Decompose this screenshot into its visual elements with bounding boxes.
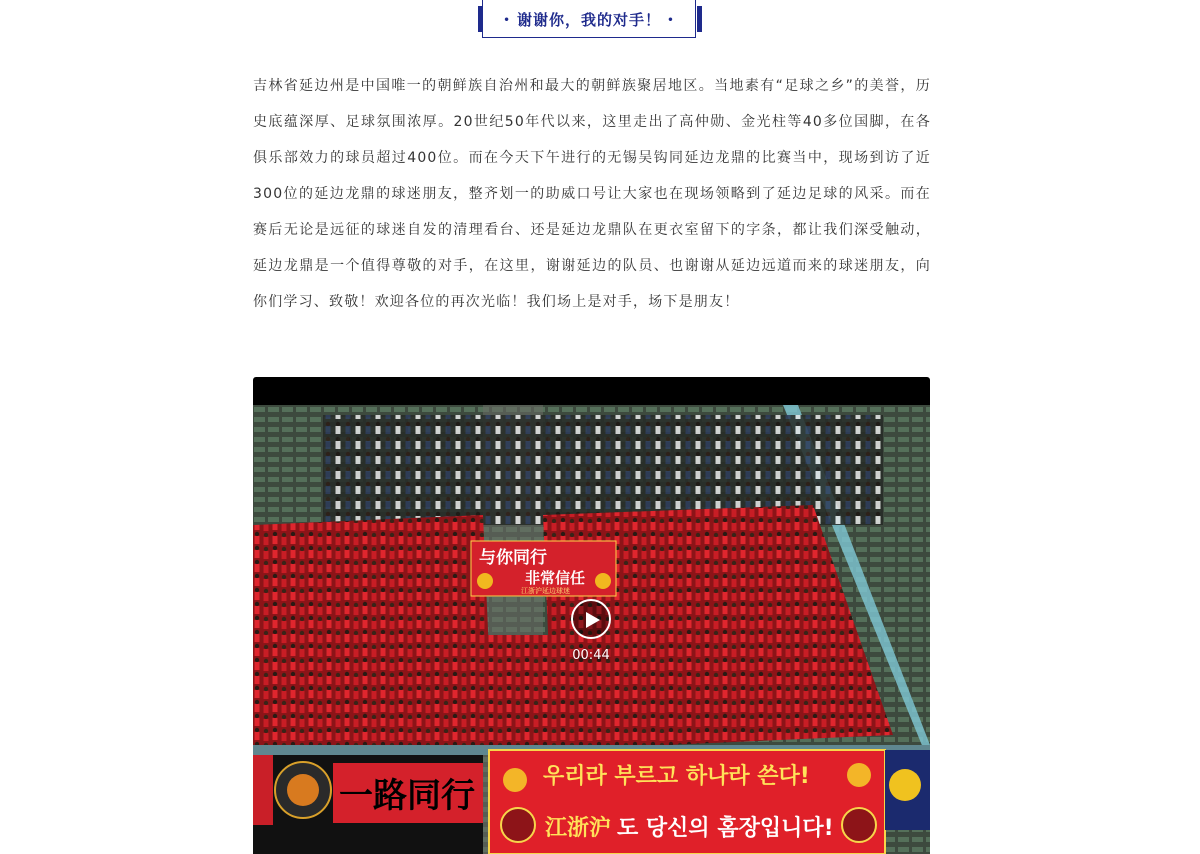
title-dot-left: •: [503, 15, 511, 26]
left-banner-text: 一路同行: [339, 776, 475, 816]
korean-banner-cn: 江浙沪: [545, 816, 612, 841]
play-button[interactable]: [571, 599, 611, 639]
play-icon: [585, 611, 601, 629]
section-title-text: 谢谢你，我的对手！: [516, 11, 661, 29]
video-player[interactable]: [253, 377, 930, 854]
title-box: [482, 0, 696, 38]
korean-banner-line1: 우리라 부르고 하나라 쓴다!: [543, 764, 810, 789]
title-right-bar: [697, 6, 702, 32]
korean-banner-kr: 도 당신의 홈장입니다!: [617, 816, 834, 841]
title-dot-right: •: [667, 15, 675, 26]
upper-banner-line1: 与你同行: [479, 548, 547, 568]
section-title: [483, 9, 695, 30]
upper-banner-small: 江浙沪延边球迷: [521, 587, 570, 595]
upper-banner-line2: 非常信任: [525, 569, 586, 587]
section-title-badge: [482, 0, 700, 40]
video-duration: 00:44: [572, 648, 610, 663]
article-paragraph: 吉林省延边州是中国唯一的朝鲜族自治州和最大的朝鲜族聚居地区。当地素有“足球之乡”的美誉，历史底蕴深厚、足球氛围浓厚。20世纪50年代以来，这里走出了高仲勋、金光柱等40多位国脚，在各俱乐部效力的球员超过400位。而在今天下午进行的无锡吴钩同延边龙鼎的比赛当中，现场到访了近300位的延边龙鼎的球迷朋友，整齐划一的助威口号让大家也在现场领略到了延边足球的风采。而在赛后无论是远征的球迷自发的清理看台、还是延边龙鼎队在更衣室留下的字条，都让我们深受触动，延边龙鼎是一个值得尊敬的对手，在这里，谢谢延边的队员、也谢谢从延边远道而来的球迷朋友，向你们学习、致敬！欢迎各位的再次光临！我们场上是对手，场下是朋友！: [253, 78, 931, 310]
